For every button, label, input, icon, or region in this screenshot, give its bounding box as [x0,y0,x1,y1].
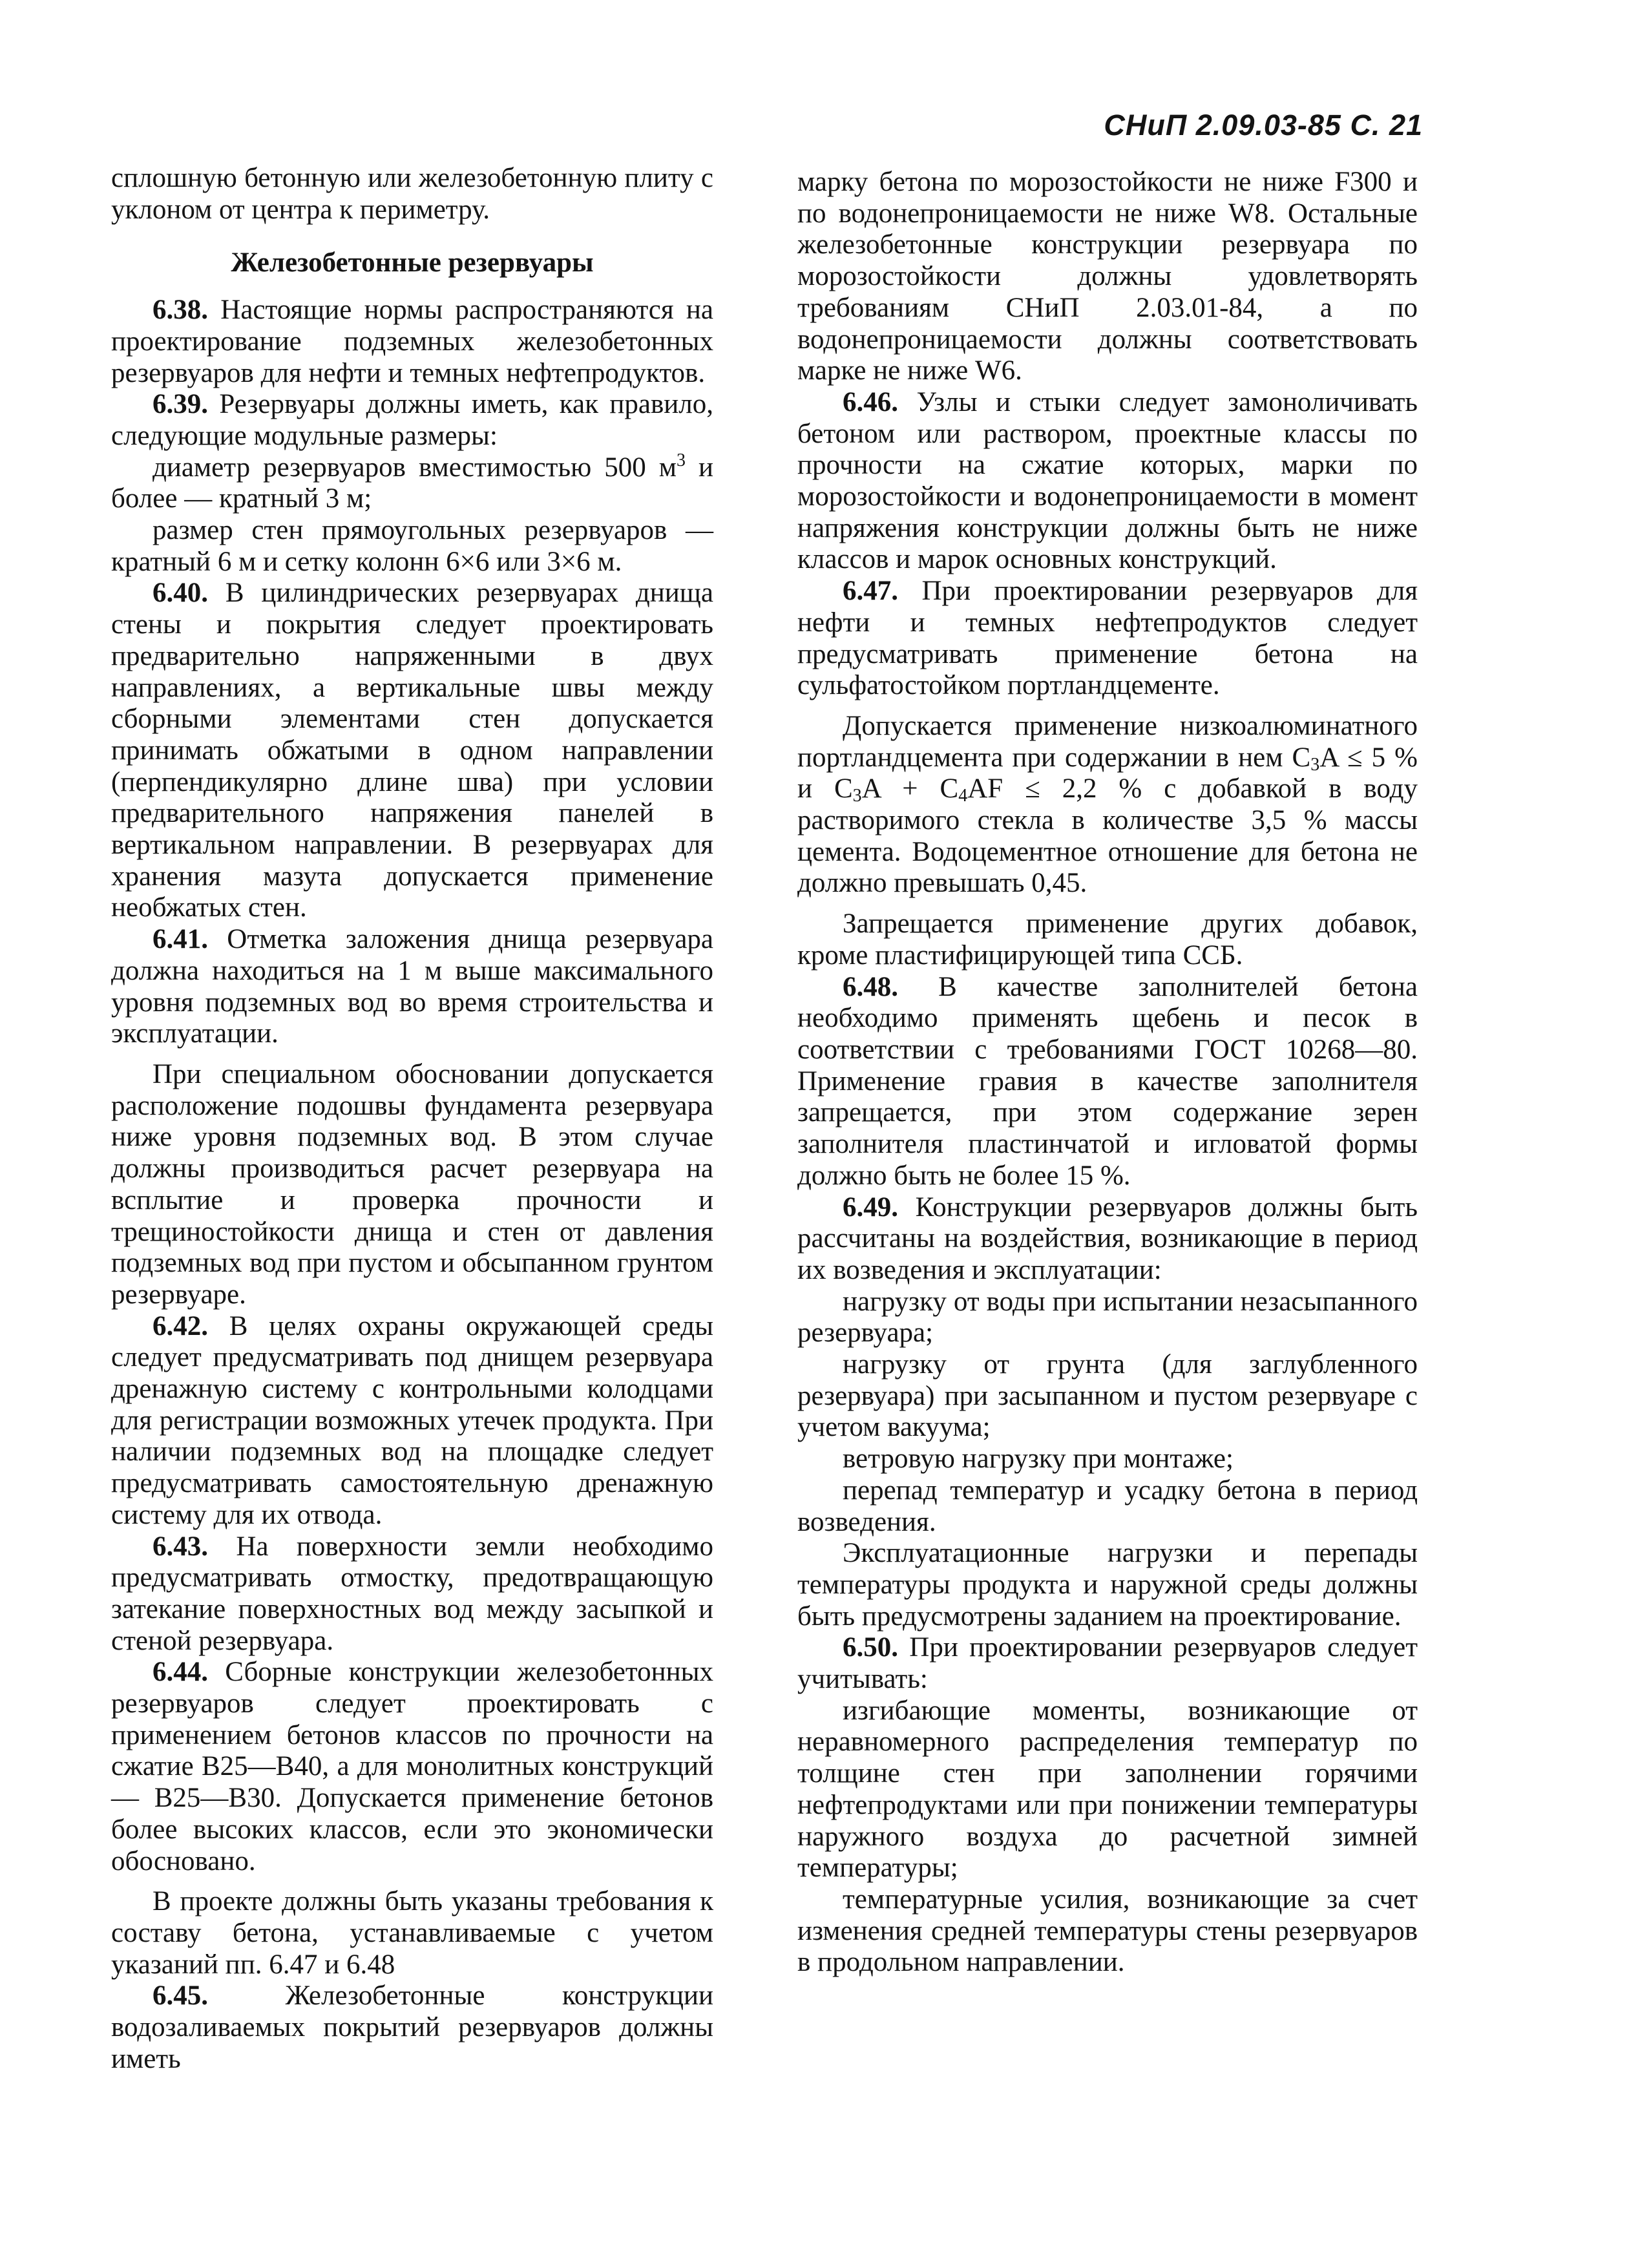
subscript: 3 [1310,754,1320,775]
right-column [797,167,1418,1979]
clause-number: 6.45. [152,1980,208,2011]
clause-6-47 [797,576,1418,702]
clause-number: 6.50. [843,1632,898,1663]
item-text: диаметр резервуаров вместимостью 500 м [152,452,677,483]
clause-text: В целях охраны окружающей среды следует предусматривать под днищем резервуара дренажную систему с контрольными колодцами для регистрации возможных утечек продукта. При наличии подземных вод на площадке следует предусматривать самостоятельную дренажную систему для их отвода. [111,1310,713,1530]
subscript: 3 [852,786,862,806]
clause-6-41-paragraph-2: При специальном обосновании допускается расположение подошвы фундамента резервуара ниже уровня подземных вод. В этом случае должны производиться расчет резервуара на всплытие и проверка прочности и трещиностойкости днища и стен от давления подземных вод при пустом и обсыпанном грунтом резервуаре. [111,1058,713,1310]
clause-6-45 [111,1980,713,2075]
clause-6-39 [111,389,713,452]
clause-6-46 [797,387,1418,576]
clause-text: Сборные конструкции железобетонных резервуаров следует проектировать с применением бетонов классов по прочности на сжатие В25—В40, а для монолитных конструкций — В25—В30. Допускается применение бетонов более высоких классов, если это экономически обосновано. [111,1657,713,1876]
subscript: 4 [958,786,968,806]
clause-6-44-paragraph-2: В проекте должны быть указаны требования к составу бетона, устанавливаемые с учетом указаний пп. 6.47 и 6.48 [111,1886,713,1980]
clause-6-42 [111,1311,713,1531]
clause-number: 6.42. [152,1310,208,1341]
left-column [111,163,713,2075]
clause-6-44 [111,1657,713,1877]
clause-text: Резервуары должны иметь, как правило, следующие модульные размеры: [111,389,713,451]
clause-number: 6.39. [152,389,208,420]
clause-number: 6.44. [152,1657,208,1688]
paragraph-continuation: сплошную бетонную или железобетонную плиту с уклоном от центра к периметру. [111,163,713,225]
clause-number: 6.41. [152,924,208,955]
clause-text: Конструкции резервуаров должны быть рассчитаны на воздействия, возникающие в период их возведения и эксплуатации: [797,1192,1418,1285]
formula-text: AF ≤ 2,2 % с добавкой в воду растворимого стекла в количестве 3,5 % массы цемента. Водоцементное отношение для бетона не должно превышать 0,45. [797,773,1418,899]
clause-6-47-paragraph-2 [797,711,1418,899]
clause-6-50 [797,1632,1418,1695]
clause-text: На поверхности земли необходимо предусматривать отмостку, предотвращающую затекание поверхностных вод между засыпкой и стеной резервуара. [111,1531,713,1656]
running-header: СНиП 2.09.03-85 С. 21 [1104,109,1423,142]
clause-text: При проектировании резервуаров для нефти и темных нефтепродуктов следует предусматривать применение бетона на сульфатостойком портландцементе. [797,576,1418,701]
clause-6-41 [111,924,713,1050]
clause-6-38 [111,295,713,389]
clause-6-49-paragraph-2: Эксплуатационные нагрузки и перепады температуры продукта и наружной среды должны быть предусмотрены заданием на проектирование. [797,1538,1418,1632]
section-heading: Железобетонные резервуары [231,247,594,278]
clause-number: 6.38. [152,295,208,326]
clause-6-49-item-4: перепад температур и усадку бетона в период возведения. [797,1475,1418,1537]
clause-number: 6.49. [843,1192,898,1223]
clause-6-43 [111,1531,713,1657]
clause-6-49-item-3: ветровую нагрузку при монтаже; [843,1444,1234,1475]
clause-6-40 [111,578,713,924]
superscript: 3 [676,450,686,470]
clause-text: В качестве заполнителей бетона необходимо применять щебень и песок в соответствии с требованиями ГОСТ 10268—80. Применение гравия в качестве заполнителя запрещается, при этом содержание зерен заполнителя пластинчатой и игловатой формы должно быть не более 15 %. [797,971,1418,1191]
formula-text: A + C [861,773,959,804]
clause-6-49-item-2: нагрузку от грунта (для заглубленного резервуара) при засыпанном и пустом резервуаре с учетом вакуума; [797,1349,1418,1443]
clause-6-50-item-2: температурные усилия, возникающие за счет изменения средней температуры стены резервуаров в продольном направлении. [797,1884,1418,1978]
clause-6-49-item-1: нагрузку от воды при испытании незасыпанного резервуара; [797,1286,1418,1349]
clause-text: Отметка заложения днища резервуара должна находиться на 1 м выше максимального уровня подземных вод во время строительства и эксплуатации. [111,924,713,1049]
clause-text: В цилиндрических резервуарах днища стены и покрытия следует проектировать предварительно напряженными в двух направлениях, а вертикальные швы между сборными элементами стен допускается принимать обжатыми в одном направлении (перпендикулярно длине шва) при условии предварительного напряжения панелей в вертикальном направлении. В резервуарах для хранения мазута допускается применение необжатых стен. [111,578,713,923]
clause-number: 6.40. [152,578,208,609]
item-text: и более — кратный 3 м; [111,452,713,514]
formula-text: A ≤ 5 % и C [797,742,1418,804]
clause-number: 6.47. [843,576,898,607]
clause-6-47-paragraph-3: Запрещается применение других добавок, кроме пластифицирующей типа ССБ. [797,908,1418,971]
clause-6-39-item-2: размер стен прямоугольных резервуаров — кратный 6 м и сетку колонн 6×6 или 3×6 м. [111,515,713,577]
clause-number: 6.43. [152,1531,208,1562]
clause-6-48 [797,972,1418,1192]
clause-number: 6.46. [843,386,898,417]
clause-text: Узлы и стыки следует замоноличивать бетоном или раствором, проектные классы по прочности на сжатие которых, марки по морозостойкости и водонепроницаемости в момент напряжения конструкции должны быть не ниже классов и марок основных конструкций. [797,386,1418,575]
clause-6-50-item-1: изгибающие моменты, возникающие от неравномерного распределения температур по толщине стен при заполнении горячими нефтепродуктами или при понижении температуры наружного воздуха до расчетной зимней температуры; [797,1695,1418,1884]
clause-text: Железобетонные конструкции водозаливаемых покрытий резервуаров должны иметь [111,1980,713,2074]
clause-6-39-item-1 [111,452,713,515]
clause-text: Настоящие нормы распространяются на проектирование подземных железобетонных резервуаров для нефти и темных нефтепродуктов. [111,295,713,388]
clause-6-49 [797,1192,1418,1286]
formula-text: Допускается применение низкоалюминатного портландцемента при содержании в нем C [797,710,1418,773]
clause-text: При проектировании резервуаров следует учитывать: [797,1632,1418,1695]
paragraph-continuation: марку бетона по морозостойкости не ниже F300 и по водонепроницаемости не ниже W8. Остальные железобетонные конструкции резервуара по морозостойкости должны удовлетворять требованиям СНиП 2.03.01-84, а по водонепроницаемости должны соответствовать марке не ниже W6. [797,167,1418,386]
clause-number: 6.48. [843,971,898,1002]
